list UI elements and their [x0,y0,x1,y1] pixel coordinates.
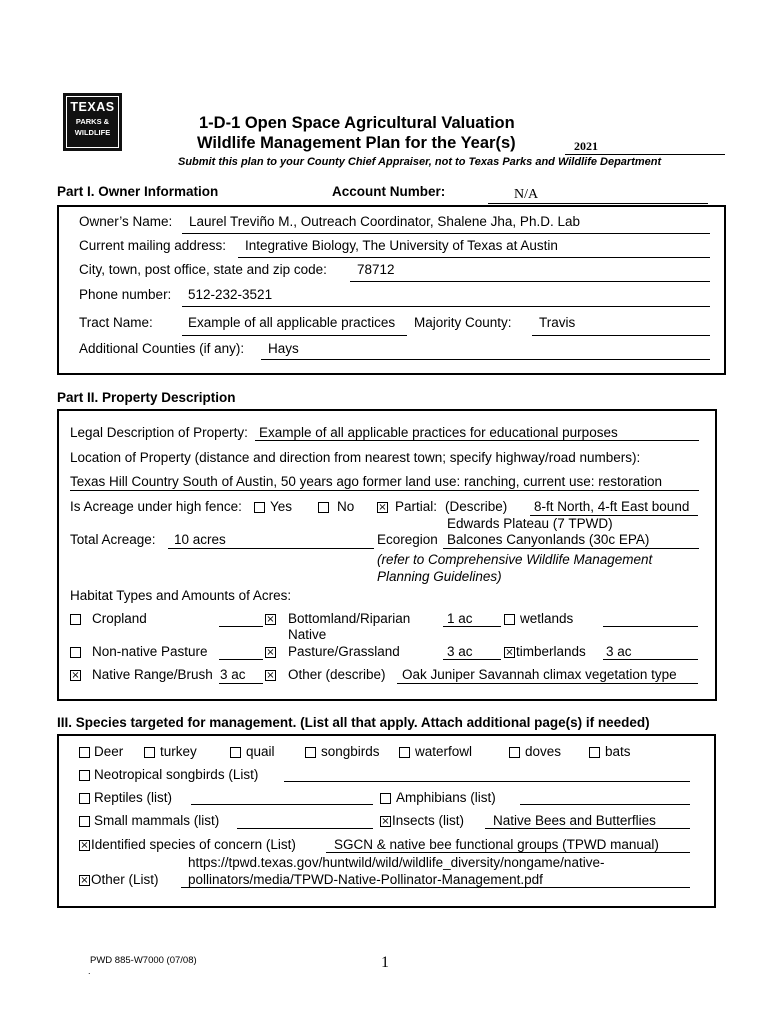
nonnative-pasture-checkbox[interactable] [70,647,81,658]
part1-heading: Part I. Owner Information [57,184,219,199]
mammals-underline [237,828,373,829]
ecoregion-underline [443,548,699,549]
form-title-line2: Wildlife Management Plan for the Year(s) [197,134,516,152]
account-underline [488,203,708,204]
mailing-value[interactable]: Integrative Biology, The University of Texas at Austin [245,238,558,253]
location-value[interactable]: Texas Hill Country South of Austin, 50 years ago former land use: ranching, current use: restoration [70,474,663,489]
reptiles-underline [191,804,373,805]
ecoregion-label: Ecoregion [377,532,438,547]
nonnative-underline [219,659,263,660]
bottomland-value[interactable]: 1 ac [447,611,473,626]
amphibians-underline [520,804,690,805]
other-habitat-underline [397,683,698,684]
fence-partial-value[interactable]: 8-ft North, 4-ft East bound [534,499,690,514]
nonnative-pasture-label: Non-native Pasture [92,644,208,659]
owner-label: Owner’s Name: [79,214,173,229]
native-range-underline [219,683,263,684]
insects-checkbox[interactable]: × [381,816,390,827]
neotropical-underline [284,781,690,782]
tract-underline [182,335,407,336]
addl-counties-label: Additional Counties (if any): [79,341,245,356]
total-acreage-value[interactable]: 10 acres [174,532,226,547]
part2-heading: Part II. Property Description [57,390,236,405]
fence-yes-checkbox[interactable] [254,502,265,513]
concern-checkbox[interactable]: × [80,840,89,851]
insects-value[interactable]: Native Bees and Butterflies [493,813,656,828]
neotropical-checkbox[interactable] [79,770,90,781]
insects-underline [485,828,690,829]
songbirds-label: songbirds [321,744,380,759]
reptiles-label: Reptiles (list) [94,790,173,805]
page-number: 1 [381,954,389,971]
legal-value[interactable]: Example of all applicable practices for educational purposes [259,425,618,440]
other-species-value-line1[interactable]: https://tpwd.texas.gov/huntwild/wild/wildlife_diversity/nongame/native- [188,855,605,870]
turkey-label: turkey [160,744,197,759]
other-species-checkbox[interactable]: × [80,875,89,886]
timberlands-underline [603,659,698,660]
waterfowl-checkbox[interactable] [399,747,410,758]
wetlands-checkbox[interactable] [504,614,515,625]
refer-note-line2: Planning Guidelines) [377,569,502,584]
bats-checkbox[interactable] [589,747,600,758]
other-species-underline [181,887,690,888]
county-label: Majority County: [414,315,512,330]
city-label: City, town, post office, state and zip code: [79,262,327,277]
neotropical-label: Neotropical songbirds (List) [94,767,259,782]
doves-checkbox[interactable] [509,747,520,758]
other-species-label: Other (List) [91,872,159,887]
bottomland-label: Bottomland/Riparian [288,611,411,626]
bottomland-underline [443,626,501,627]
mammals-label: Small mammals (list) [94,813,220,828]
quail-checkbox[interactable] [230,747,241,758]
form-title-line1: 1-D-1 Open Space Agricultural Valuation [199,114,515,132]
phone-underline [182,306,710,307]
timberlands-checkbox[interactable]: × [505,647,514,658]
account-value[interactable]: N/A [514,187,539,202]
ecoregion-line1[interactable]: Edwards Plateau (7 TPWD) [447,516,613,531]
city-underline [350,281,710,282]
habitat-label: Habitat Types and Amounts of Acres: [70,588,292,603]
mailing-underline [238,257,710,258]
insects-label: Insects (list) [392,813,465,828]
refer-note-line1: (refer to Comprehensive Wildlife Management [377,552,653,567]
fence-yes-label: Yes [270,499,293,514]
legal-underline [255,440,699,441]
owner-underline [182,233,710,234]
other-habitat-checkbox[interactable]: × [266,670,275,681]
county-value[interactable]: Travis [539,315,576,330]
form-number: PWD 885-W7000 (07/08) [90,955,197,966]
part3-heading: III. Species targeted for management. (List all that apply. Attach additional page(s) if needed) [57,715,650,730]
doves-label: doves [525,744,562,759]
reptiles-checkbox[interactable] [79,793,90,804]
deer-checkbox[interactable] [79,747,90,758]
songbirds-checkbox[interactable] [305,747,316,758]
fence-label: Is Acreage under high fence: [70,499,242,514]
waterfowl-label: waterfowl [415,744,473,759]
fence-partial-label: Partial: [395,499,438,514]
location-label: Location of Property (distance and direction from nearest town; specify highway/road numbers): [70,450,641,465]
quail-label: quail [246,744,275,759]
native-pasture-checkbox[interactable]: × [266,647,275,658]
native-pasture-underline [443,659,501,660]
native-range-value[interactable]: 3 ac [220,667,246,682]
logo-line1: TEXAS [70,100,115,114]
wetlands-label: wetlands [520,611,574,626]
bottomland-checkbox[interactable]: × [266,614,275,625]
fence-partial-checkbox[interactable]: × [378,502,387,513]
fence-no-label: No [337,499,355,514]
county-underline [532,335,710,336]
cropland-label: Cropland [92,611,147,626]
native-pasture-line2: Pasture/Grassland [288,644,400,659]
tract-label: Tract Name: [79,315,153,330]
fence-describe-label: (Describe) [445,499,508,514]
cropland-checkbox[interactable] [70,614,81,625]
total-acreage-label: Total Acreage: [70,532,156,547]
concern-underline [326,852,690,853]
mammals-checkbox[interactable] [79,816,90,827]
legal-label: Legal Description of Property: [70,425,248,440]
timberlands-value[interactable]: 3 ac [606,644,632,659]
ecoregion-value[interactable]: Balcones Canyonlands (30c EPA) [447,532,650,547]
concern-value[interactable]: SGCN & native bee functional groups (TPWD manual) [334,837,659,852]
logo-line3: WILDLIFE [74,128,111,137]
tract-value[interactable]: Example of all applicable practices [188,315,396,330]
native-pasture-value[interactable]: 3 ac [447,644,473,659]
owner-value[interactable]: Laurel Treviño M., Outreach Coordinator, Shalene Jha, Ph.D. Lab [189,214,580,229]
other-habitat-label: Other (describe) [288,667,386,682]
wetlands-underline [603,626,698,627]
footer-dot: . [88,966,91,976]
other-habitat-value[interactable]: Oak Juniper Savannah climax vegetation type [402,667,677,682]
other-species-value-line2[interactable]: pollinators/media/TPWD-Native-Pollinator-Management.pdf [188,872,543,887]
concern-label: Identified species of concern (List) [91,837,296,852]
phone-value[interactable]: 512-232-3521 [188,287,273,302]
year-underline [565,154,725,155]
logo-line2: PARKS & [75,117,110,126]
turkey-checkbox[interactable] [144,747,155,758]
timberlands-label: timberlands [516,644,586,659]
year-value[interactable]: 2021 [574,139,598,153]
account-label: Account Number: [332,184,446,199]
native-range-checkbox[interactable]: × [71,670,80,681]
tpwd-logo [63,93,122,151]
phone-label: Phone number: [79,287,172,302]
form-subtitle: Submit this plan to your County Chief Appraiser, not to Texas Parks and Wildlife Department [178,156,662,168]
amphibians-checkbox[interactable] [380,793,391,804]
cropland-underline [219,626,263,627]
location-underline [70,490,699,491]
deer-label: Deer [94,744,124,759]
amphibians-label: Amphibians (list) [396,790,496,805]
mailing-label: Current mailing address: [79,238,227,253]
fence-no-checkbox[interactable] [318,502,329,513]
total-acreage-underline [168,548,374,549]
bats-label: bats [605,744,631,759]
native-pasture-line1: Native [288,627,327,642]
city-value[interactable]: 78712 [357,262,395,277]
native-range-label: Native Range/Brush [92,667,213,682]
addl-counties-underline [261,359,710,360]
addl-counties-value[interactable]: Hays [268,341,299,356]
